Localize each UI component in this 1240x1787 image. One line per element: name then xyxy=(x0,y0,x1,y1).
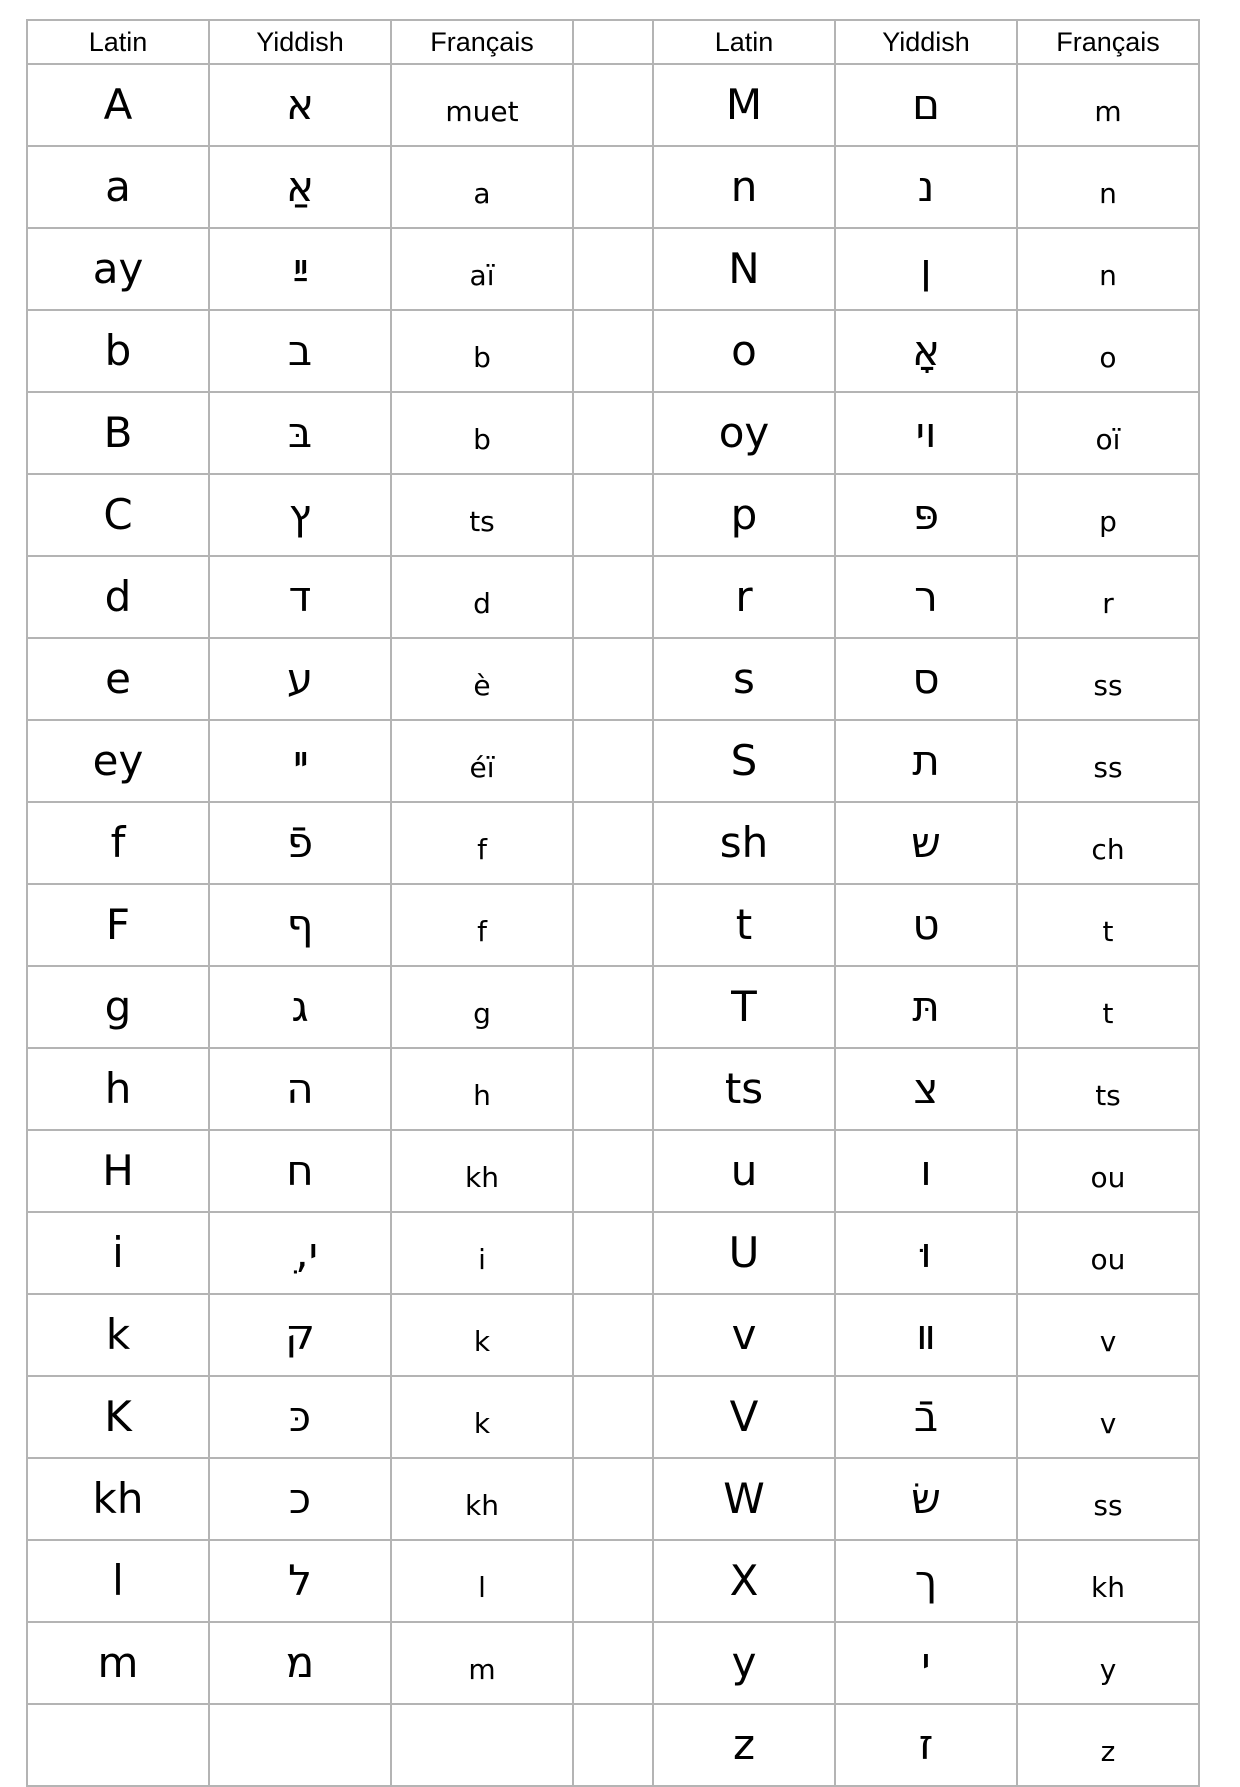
yiddish-right-cell: ר xyxy=(835,556,1017,638)
yiddish-right-cell: בֿ xyxy=(835,1376,1017,1458)
spacer-cell xyxy=(573,392,653,474)
table-row xyxy=(27,638,1199,720)
table-row xyxy=(27,392,1199,474)
francais-left-cell: aï xyxy=(391,228,573,310)
francais-right-cell: r xyxy=(1017,556,1199,638)
yiddish-right-cell: שׂ xyxy=(835,1458,1017,1540)
table-row xyxy=(27,802,1199,884)
spacer-cell xyxy=(573,474,653,556)
latin-left-cell: l xyxy=(27,1540,209,1622)
latin-right-cell: r xyxy=(653,556,835,638)
latin-right-cell: T xyxy=(653,966,835,1048)
header-row xyxy=(27,20,1199,64)
table-row xyxy=(27,310,1199,392)
yiddish-left-cell: ײַ xyxy=(209,228,391,310)
latin-left-cell: f xyxy=(27,802,209,884)
yiddish-right-cell: ז xyxy=(835,1704,1017,1786)
yiddish-left-cell: ײ xyxy=(209,720,391,802)
francais-left-cell: i xyxy=(391,1212,573,1294)
yiddish-left-cell: ע xyxy=(209,638,391,720)
francais-right-cell: ou xyxy=(1017,1130,1199,1212)
latin-left-cell: g xyxy=(27,966,209,1048)
francais-left-cell: è xyxy=(391,638,573,720)
francais-left-cell: f xyxy=(391,884,573,966)
yiddish-right-cell: ן xyxy=(835,228,1017,310)
latin-right-cell: o xyxy=(653,310,835,392)
latin-left-cell: C xyxy=(27,474,209,556)
latin-right-cell: M xyxy=(653,64,835,146)
francais-right-cell: v xyxy=(1017,1294,1199,1376)
francais-right-cell: oï xyxy=(1017,392,1199,474)
yiddish-left-cell: אַ xyxy=(209,146,391,228)
table-row xyxy=(27,228,1199,310)
francais-left-cell: kh xyxy=(391,1458,573,1540)
yiddish-right-cell: פּ xyxy=(835,474,1017,556)
francais-right-cell: ss xyxy=(1017,638,1199,720)
francais-right-cell: n xyxy=(1017,146,1199,228)
spacer-cell xyxy=(573,1540,653,1622)
yiddish-left-cell: ף xyxy=(209,884,391,966)
latin-right-cell: X xyxy=(653,1540,835,1622)
spacer-cell xyxy=(573,310,653,392)
spacer-cell xyxy=(573,1212,653,1294)
header-latin-right: Latin xyxy=(653,20,835,64)
table-row xyxy=(27,1540,1199,1622)
latin-left-cell: b xyxy=(27,310,209,392)
header-yiddish-right: Yiddish xyxy=(835,20,1017,64)
table-row xyxy=(27,1458,1199,1540)
table-row xyxy=(27,1376,1199,1458)
yiddish-left-cell: ב xyxy=(209,310,391,392)
table-row xyxy=(27,966,1199,1048)
yiddish-right-cell: וי xyxy=(835,392,1017,474)
latin-right-cell: oy xyxy=(653,392,835,474)
latin-left-cell: ay xyxy=(27,228,209,310)
latin-right-cell: t xyxy=(653,884,835,966)
francais-left-cell: muet xyxy=(391,64,573,146)
table-row xyxy=(27,474,1199,556)
spacer-cell xyxy=(573,556,653,638)
yiddish-right-cell: אָ xyxy=(835,310,1017,392)
latin-left-cell: ey xyxy=(27,720,209,802)
table-row xyxy=(27,1048,1199,1130)
francais-right-cell: y xyxy=(1017,1622,1199,1704)
latin-right-cell: n xyxy=(653,146,835,228)
latin-left-cell: d xyxy=(27,556,209,638)
yiddish-left-cell: מ xyxy=(209,1622,391,1704)
francais-left-cell: kh xyxy=(391,1130,573,1212)
francais-left-cell: éï xyxy=(391,720,573,802)
francais-right-cell: o xyxy=(1017,310,1199,392)
header-francais-left: Français xyxy=(391,20,573,64)
francais-left-cell xyxy=(391,1704,573,1786)
yiddish-left-cell xyxy=(209,1704,391,1786)
francais-left-cell: m xyxy=(391,1622,573,1704)
yiddish-right-cell: ת xyxy=(835,720,1017,802)
yiddish-right-cell: תּ xyxy=(835,966,1017,1048)
header-latin-left: Latin xyxy=(27,20,209,64)
francais-left-cell: k xyxy=(391,1294,573,1376)
yiddish-left-cell: ק xyxy=(209,1294,391,1376)
spacer-cell xyxy=(573,1622,653,1704)
francais-right-cell: z xyxy=(1017,1704,1199,1786)
spacer-cell xyxy=(573,1458,653,1540)
spacer-cell xyxy=(573,638,653,720)
spacer-cell xyxy=(573,720,653,802)
spacer-cell xyxy=(573,884,653,966)
latin-left-cell xyxy=(27,1704,209,1786)
latin-right-cell: s xyxy=(653,638,835,720)
yiddish-right-cell: צ xyxy=(835,1048,1017,1130)
latin-right-cell: sh xyxy=(653,802,835,884)
header-spacer xyxy=(573,20,653,64)
table-row xyxy=(27,1704,1199,1786)
yiddish-right-cell: ס xyxy=(835,638,1017,720)
spacer-cell xyxy=(573,966,653,1048)
yiddish-right-cell: י xyxy=(835,1622,1017,1704)
table-row xyxy=(27,1622,1199,1704)
table-row xyxy=(27,884,1199,966)
francais-left-cell: b xyxy=(391,310,573,392)
francais-right-cell: ts xyxy=(1017,1048,1199,1130)
yiddish-left-cell: ח xyxy=(209,1130,391,1212)
yiddish-right-cell: ו xyxy=(835,1130,1017,1212)
yiddish-right-cell: ך xyxy=(835,1540,1017,1622)
yiddish-left-cell: כ xyxy=(209,1458,391,1540)
yiddish-right-cell: ט xyxy=(835,884,1017,966)
latin-left-cell: H xyxy=(27,1130,209,1212)
francais-right-cell: t xyxy=(1017,966,1199,1048)
latin-left-cell: m xyxy=(27,1622,209,1704)
francais-left-cell: d xyxy=(391,556,573,638)
yiddish-right-cell: נ xyxy=(835,146,1017,228)
latin-right-cell: S xyxy=(653,720,835,802)
latin-left-cell: A xyxy=(27,64,209,146)
francais-left-cell: f xyxy=(391,802,573,884)
francais-right-cell: ou xyxy=(1017,1212,1199,1294)
spacer-cell xyxy=(573,802,653,884)
francais-right-cell: p xyxy=(1017,474,1199,556)
table-row xyxy=(27,1294,1199,1376)
francais-right-cell: kh xyxy=(1017,1540,1199,1622)
francais-left-cell: ts xyxy=(391,474,573,556)
latin-left-cell: i xyxy=(27,1212,209,1294)
table-row xyxy=(27,556,1199,638)
latin-left-cell: kh xyxy=(27,1458,209,1540)
yiddish-left-cell: כּ xyxy=(209,1376,391,1458)
latin-left-cell: h xyxy=(27,1048,209,1130)
latin-right-cell: z xyxy=(653,1704,835,1786)
yiddish-left-cell: י, ִ xyxy=(209,1212,391,1294)
francais-left-cell: k xyxy=(391,1376,573,1458)
latin-left-cell: k xyxy=(27,1294,209,1376)
francais-left-cell: g xyxy=(391,966,573,1048)
latin-left-cell: e xyxy=(27,638,209,720)
francais-right-cell: n xyxy=(1017,228,1199,310)
spacer-cell xyxy=(573,146,653,228)
francais-right-cell: t xyxy=(1017,884,1199,966)
yiddish-left-cell: ד xyxy=(209,556,391,638)
francais-right-cell: ss xyxy=(1017,1458,1199,1540)
yiddish-left-cell: פֿ xyxy=(209,802,391,884)
spacer-cell xyxy=(573,228,653,310)
spacer-cell xyxy=(573,64,653,146)
spacer-cell xyxy=(573,1294,653,1376)
yiddish-left-cell: א xyxy=(209,64,391,146)
latin-right-cell: U xyxy=(653,1212,835,1294)
spacer-cell xyxy=(573,1130,653,1212)
latin-right-cell: V xyxy=(653,1376,835,1458)
spacer-cell xyxy=(573,1376,653,1458)
latin-left-cell: a xyxy=(27,146,209,228)
francais-left-cell: l xyxy=(391,1540,573,1622)
francais-left-cell: h xyxy=(391,1048,573,1130)
francais-right-cell: ch xyxy=(1017,802,1199,884)
latin-left-cell: B xyxy=(27,392,209,474)
header-yiddish-left: Yiddish xyxy=(209,20,391,64)
yiddish-right-cell: וּ xyxy=(835,1212,1017,1294)
spacer-cell xyxy=(573,1704,653,1786)
francais-left-cell: b xyxy=(391,392,573,474)
latin-left-cell: F xyxy=(27,884,209,966)
yiddish-right-cell: ש xyxy=(835,802,1017,884)
francais-right-cell: ss xyxy=(1017,720,1199,802)
yiddish-left-cell: ג xyxy=(209,966,391,1048)
latin-right-cell: N xyxy=(653,228,835,310)
latin-left-cell: K xyxy=(27,1376,209,1458)
table-row xyxy=(27,1212,1199,1294)
latin-right-cell: W xyxy=(653,1458,835,1540)
table-row xyxy=(27,64,1199,146)
yiddish-left-cell: בּ xyxy=(209,392,391,474)
latin-right-cell: ts xyxy=(653,1048,835,1130)
yiddish-right-cell: װ xyxy=(835,1294,1017,1376)
latin-right-cell: y xyxy=(653,1622,835,1704)
yiddish-right-cell: ם xyxy=(835,64,1017,146)
header-francais-right: Français xyxy=(1017,20,1199,64)
latin-right-cell: u xyxy=(653,1130,835,1212)
spacer-cell xyxy=(573,1048,653,1130)
latin-right-cell: v xyxy=(653,1294,835,1376)
francais-right-cell: m xyxy=(1017,64,1199,146)
yiddish-left-cell: ה xyxy=(209,1048,391,1130)
table-row xyxy=(27,1130,1199,1212)
table-body xyxy=(27,64,1199,1786)
table-row xyxy=(27,146,1199,228)
alphabet-table xyxy=(26,19,1200,1787)
francais-right-cell: v xyxy=(1017,1376,1199,1458)
latin-right-cell: p xyxy=(653,474,835,556)
table-row xyxy=(27,720,1199,802)
francais-left-cell: a xyxy=(391,146,573,228)
yiddish-left-cell: ץ xyxy=(209,474,391,556)
yiddish-left-cell: ל xyxy=(209,1540,391,1622)
